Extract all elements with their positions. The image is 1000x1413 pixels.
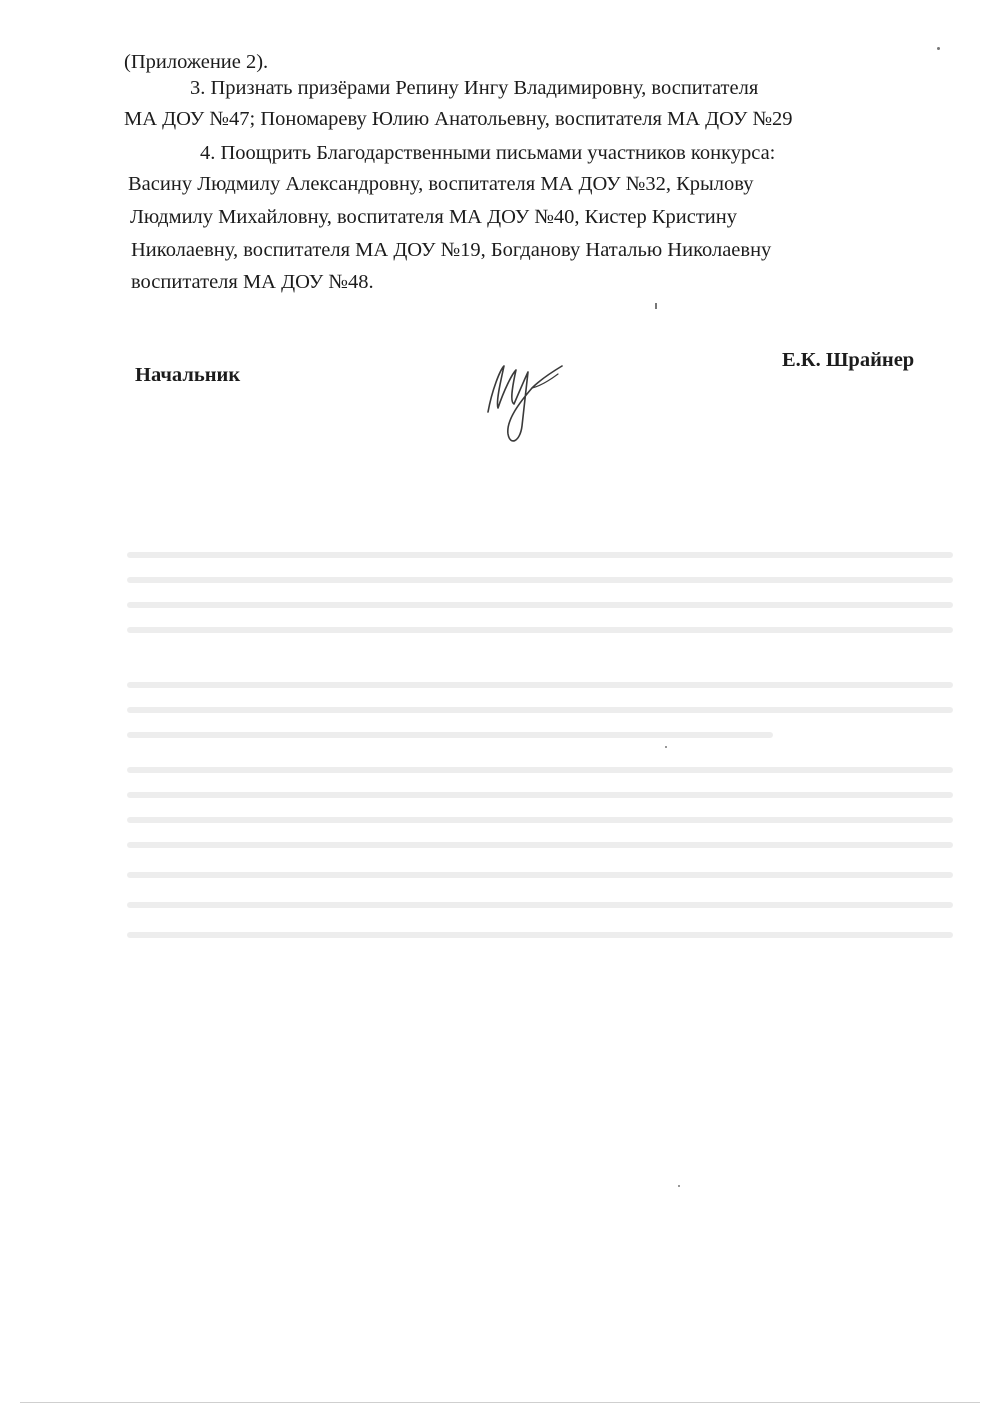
scan-bottom-edge [20, 1402, 980, 1403]
scan-speck [665, 746, 667, 748]
scan-speck [937, 47, 940, 50]
scan-speck [678, 1185, 680, 1187]
signatory-name: Е.К. Шрайнер [782, 349, 915, 371]
item-4-line-2: Васину Людмилу Александровну, воспитателя МА ДОУ №32, Крылову [128, 173, 754, 195]
item-4-line-4: Николаевну, воспитателя МА ДОУ №19, Богданову Наталью Николаевну [131, 239, 772, 261]
item-4-line-3: Людмилу Михайловну, воспитателя МА ДОУ №40, Кистер Кристину [130, 206, 738, 228]
item-4-line-5: воспитателя МА ДОУ №48. [131, 271, 374, 293]
item-4-line-1: 4. Поощрить Благодарственными письмами участников конкурса: [200, 142, 776, 164]
bleed-through-texture [70, 535, 990, 955]
bleed-through-lines [70, 535, 990, 955]
scan-speck [655, 303, 657, 309]
signatory-title: Начальник [135, 364, 241, 386]
handwritten-signature [470, 350, 580, 450]
appendix-reference: (Приложение 2). [124, 51, 269, 73]
item-3-line-1: 3. Признать призёрами Репину Ингу Владимировну, воспитателя [190, 77, 759, 99]
item-3-line-2: МА ДОУ №47; Пономареву Юлию Анатольевну, воспитателя МА ДОУ №29 [124, 108, 793, 130]
